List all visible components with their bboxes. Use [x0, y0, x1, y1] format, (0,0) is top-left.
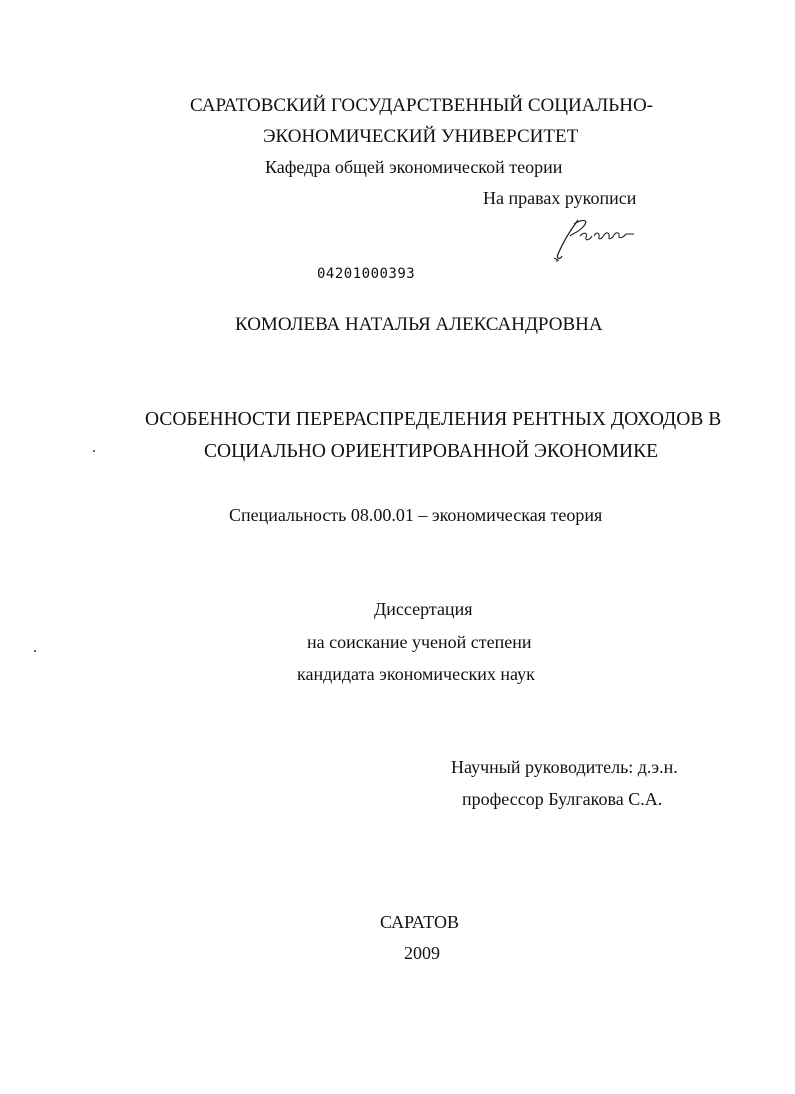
- university-name-line-1: САРАТОВСКИЙ ГОСУДАРСТВЕННЫЙ СОЦИАЛЬНО-: [190, 95, 653, 116]
- handwritten-signature: [550, 214, 650, 262]
- year: 2009: [404, 943, 440, 963]
- inventory-number: 04201000393: [317, 266, 416, 282]
- specialty: Специальность 08.00.01 – экономическая теория: [229, 505, 603, 525]
- manuscript-rights-label: На правах рукописи: [483, 188, 637, 208]
- supervisor-name: профессор Булгакова С.А.: [462, 789, 663, 809]
- dissertation-title-line-1: ОСОБЕННОСТИ ПЕРЕРАСПРЕДЕЛЕНИЯ РЕНТНЫХ ДОХОДОВ В: [145, 409, 722, 430]
- city: САРАТОВ: [380, 912, 459, 932]
- author-name: КОМОЛЕВА НАТАЛЬЯ АЛЕКСАНДРОВНА: [235, 314, 603, 335]
- scan-speck: [34, 650, 36, 652]
- dissertation-title-line-2: СОЦИАЛЬНО ОРИЕНТИРОВАННОЙ ЭКОНОМИКЕ: [204, 441, 659, 462]
- university-name-line-2: ЭКОНОМИЧЕСКИЙ УНИВЕРСИТЕТ: [263, 126, 579, 147]
- scan-speck: [93, 450, 95, 452]
- degree-purpose: на соискание ученой степени: [307, 632, 532, 652]
- degree-name: кандидата экономических наук: [297, 664, 535, 684]
- dissertation-label: Диссертация: [374, 599, 473, 619]
- department-name: Кафедра общей экономической теории: [265, 157, 563, 177]
- supervisor-title: Научный руководитель: д.э.н.: [451, 757, 678, 777]
